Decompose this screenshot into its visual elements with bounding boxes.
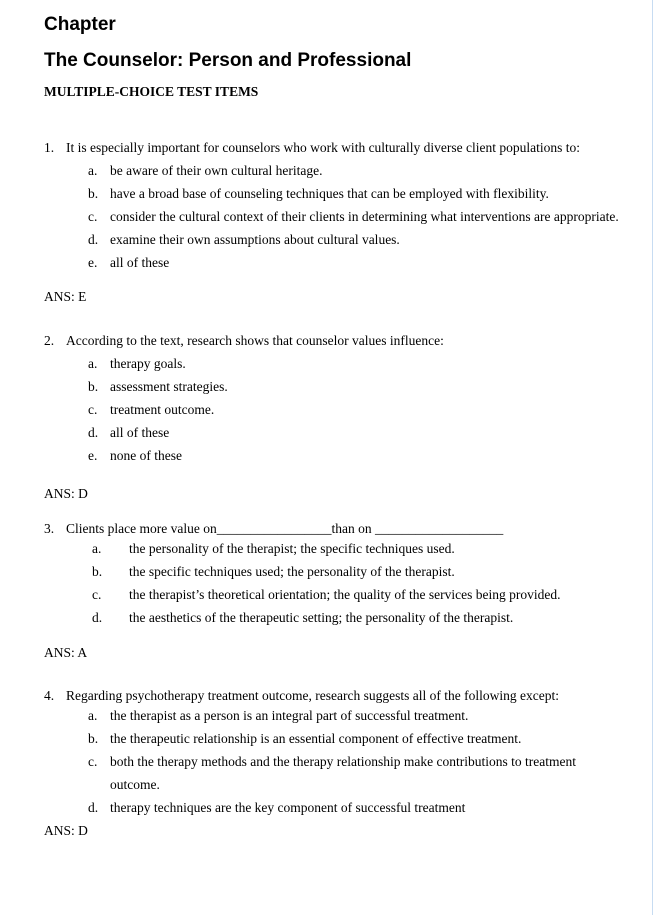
chapter-label: Chapter (44, 14, 116, 35)
option-row (44, 182, 622, 205)
option-letter: d. (88, 232, 99, 247)
question-1 (44, 136, 622, 308)
option-text: assessment strategies. (110, 379, 228, 394)
option-text: none of these (110, 448, 182, 463)
answer-line: ANS: D (44, 823, 88, 838)
page-title: The Counselor: Person and Professional (44, 50, 412, 71)
option-row (44, 398, 622, 421)
option-row (44, 421, 622, 444)
option-letter: d. (92, 610, 103, 625)
option-row (44, 750, 622, 796)
question-number: 3. (44, 521, 55, 536)
option-text: examine their own assumptions about cultural values. (110, 232, 400, 247)
option-letter: c. (88, 754, 98, 769)
option-text: consider the cultural context of their clients in determining what interventions are appropriate. (110, 209, 619, 224)
option-text: therapy techniques are the key component of successful treatment (110, 800, 466, 815)
question-stem-row (44, 521, 622, 537)
option-letter: b. (88, 379, 99, 394)
option-letter: a. (88, 708, 98, 723)
question-stem-row (44, 136, 622, 159)
option-row (44, 583, 622, 606)
option-text: the therapist’s theoretical orientation; the quality of the services being provided. (129, 587, 561, 602)
option-text: have a broad base of counseling techniques that can be employed with flexibility. (110, 186, 549, 201)
question-stem: Clients place more value on_________________than on ___________________ (66, 521, 504, 536)
option-row (44, 444, 622, 467)
option-letter: c. (88, 402, 98, 417)
option-letter: d. (88, 425, 99, 440)
option-letter: a. (88, 163, 98, 178)
option-letter: e. (88, 255, 98, 270)
option-row (44, 205, 622, 228)
option-letter: d. (88, 800, 99, 815)
answer-line: ANS: D (44, 486, 88, 501)
answer-line: ANS: A (44, 645, 88, 660)
option-row (44, 560, 622, 583)
option-letter: b. (92, 564, 103, 579)
question-number: 2. (44, 333, 55, 348)
section-heading: MULTIPLE-CHOICE TEST ITEMS (44, 84, 259, 99)
option-letter: a. (92, 541, 102, 556)
option-text: the personality of the therapist; the specific techniques used. (129, 541, 455, 556)
option-letter: e. (88, 448, 98, 463)
question-number: 4. (44, 688, 55, 703)
option-letter: c. (88, 209, 98, 224)
question-4 (44, 688, 622, 842)
option-text: the therapeutic relationship is an essential component of effective treatment. (110, 731, 522, 746)
option-row (44, 159, 622, 182)
option-text: therapy goals. (110, 356, 186, 371)
option-letter: b. (88, 186, 99, 201)
option-row (44, 375, 622, 398)
option-row (44, 537, 622, 560)
option-row (44, 251, 622, 274)
option-letter: c. (92, 587, 102, 602)
page-edge-line (652, 0, 653, 915)
question-stem: It is especially important for counselors who work with culturally diverse client populations to: (66, 140, 581, 155)
question-3 (44, 521, 622, 664)
option-text: all of these (110, 425, 170, 440)
question-stem: According to the text, research shows that counselor values influence: (66, 333, 444, 348)
option-text: all of these (110, 255, 170, 270)
question-number: 1. (44, 140, 55, 155)
option-row (44, 352, 622, 375)
question-2 (44, 329, 622, 505)
option-text: treatment outcome. (110, 402, 215, 417)
option-row (44, 727, 622, 750)
option-row (44, 704, 622, 727)
option-text: the therapist as a person is an integral part of successful treatment. (110, 708, 469, 723)
answer-line: ANS: E (44, 289, 87, 304)
option-row (44, 606, 622, 629)
question-stem-row (44, 329, 622, 352)
option-row (44, 796, 622, 819)
option-row (44, 228, 622, 251)
option-text: both the therapy methods and the therapy relationship make contributions to treatment outcome. (110, 754, 577, 792)
option-text: be aware of their own cultural heritage. (110, 163, 323, 178)
option-text: the aesthetics of the therapeutic setting; the personality of the therapist. (129, 610, 514, 625)
option-text: the specific techniques used; the personality of the therapist. (129, 564, 455, 579)
question-stem-row (44, 688, 622, 704)
option-letter: b. (88, 731, 99, 746)
option-letter: a. (88, 356, 98, 371)
question-stem: Regarding psychotherapy treatment outcome, research suggests all of the following except: (66, 688, 559, 703)
